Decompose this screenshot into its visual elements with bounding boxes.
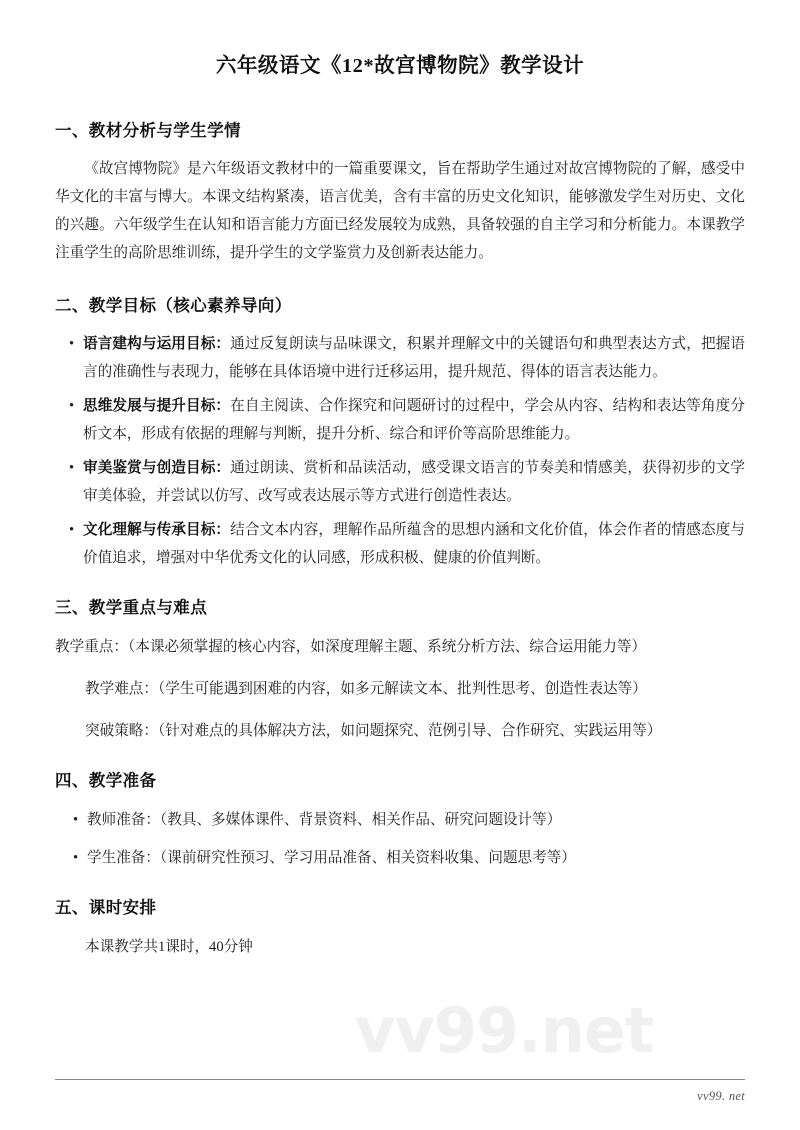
- objective-lead: 语言建构与运用目标：: [83, 336, 231, 353]
- section-textbook-analysis: [55, 119, 745, 268]
- bullet-dot-icon: •: [69, 522, 75, 539]
- analysis-paragraph: 《故宫博物院》是六年级语文教材中的一篇重要课文，旨在帮助学生通过对故宫博物院的了解，感受中华文化的丰富与博大。本课文结构紧凑，语言优美，含有丰富的历史文化知识，能够激发学生对历史、文化的兴趣。六年级学生在认知和语言能力方面已经发展较为成熟，具备较强的自主学习和分析能力。本课教学注重学生的高阶思维训练，提升学生的文学鉴赏力及创新表达能力。: [55, 161, 745, 262]
- watermark-vv99: vv99.net: [355, 994, 654, 1067]
- section-heading-objectives: 二、教学目标（核心素养导向）: [55, 295, 292, 315]
- bullet-dot-icon: •: [69, 336, 75, 353]
- document-content: [55, 0, 745, 961]
- section-class-schedule: [55, 896, 745, 961]
- objective-lead: 文化理解与传承目标：: [83, 522, 231, 539]
- list-item: [55, 330, 745, 386]
- list-item: [55, 392, 745, 448]
- page-title: 六年级语文《12*故宫博物院》教学设计: [215, 55, 585, 77]
- objective-text: 结合文本内容，理解作品所蕴含的思想内涵和文化价值，体会作者的情感态度与价值追求，增强对中华优秀文化的认同感，形成积极、健康的价值判断。: [83, 522, 745, 567]
- focus-difficulty: 教学难点：（学生可能遇到困难的内容，如多元解读文本、批判性思考、创造性表达等）: [85, 681, 647, 698]
- objective-text: 通过反复朗读与品味课文，积累并理解文中的关键语句和典型表达方式，把握语言的准确性与表现力，能够在具体语境中进行迁移运用，提升规范、得体的语言表达能力。: [83, 336, 745, 381]
- bullet-dot-icon: •: [69, 398, 75, 415]
- section-heading-focus: 三、教学重点与难点: [55, 598, 208, 618]
- preparation-text: 学生准备：（课前研究性预习、学习用品准备、相关资料收集、问题思考等）: [87, 849, 576, 866]
- schedule-text: 本课教学共1课时，40分钟: [85, 938, 253, 955]
- focus-strategy: 突破策略：（针对难点的具体解决方法，如问题探究、范例引导、合作研究、实践运用等）: [85, 723, 662, 740]
- footer-site-label: vv99. net: [697, 1089, 745, 1103]
- objective-text: 通过朗读、赏析和品读活动，感受课文语言的节奏美和情感美，获得初步的文学审美体验，并尝试以仿写、改写或表达展示等方式进行创造性表达。: [83, 460, 745, 505]
- objective-lead: 思维发展与提升目标：: [83, 398, 231, 415]
- section-heading-preparation: 四、教学准备: [55, 771, 157, 791]
- objectives-list: [55, 330, 745, 572]
- list-item: [55, 806, 745, 834]
- page-footer: [55, 1079, 745, 1104]
- preparation-text: 教师准备：（教具、多媒体课件、背景资料、相关作品、研究问题设计等）: [87, 811, 562, 828]
- bullet-dot-icon: •: [73, 811, 79, 828]
- section-heading-analysis: 一、教材分析与学生学情: [55, 120, 241, 140]
- list-item: [55, 454, 745, 510]
- bullet-dot-icon: •: [73, 849, 79, 866]
- list-item: [55, 844, 745, 872]
- objective-lead: 审美鉴赏与创造目标：: [83, 460, 231, 477]
- footer-divider: [55, 1079, 745, 1080]
- section-teaching-preparation: [55, 769, 745, 872]
- focus-key-point: 教学重点：（本课必须掌握的核心内容，如深度理解主题、系统分析方法、综合运用能力等）: [55, 639, 647, 656]
- bullet-dot-icon: •: [69, 460, 75, 477]
- objective-text: 在自主阅读、合作探究和问题研讨的过程中，学会从内容、结构和表达等角度分析文本，形成有依据的理解与判断，提升分析、综合和评价等高阶思维能力。: [83, 398, 745, 443]
- section-teaching-objectives: [55, 294, 745, 573]
- preparation-list: [55, 806, 745, 872]
- section-key-points-difficulties: [55, 596, 745, 745]
- list-item: [55, 516, 745, 572]
- section-heading-schedule: 五、课时安排: [55, 897, 157, 917]
